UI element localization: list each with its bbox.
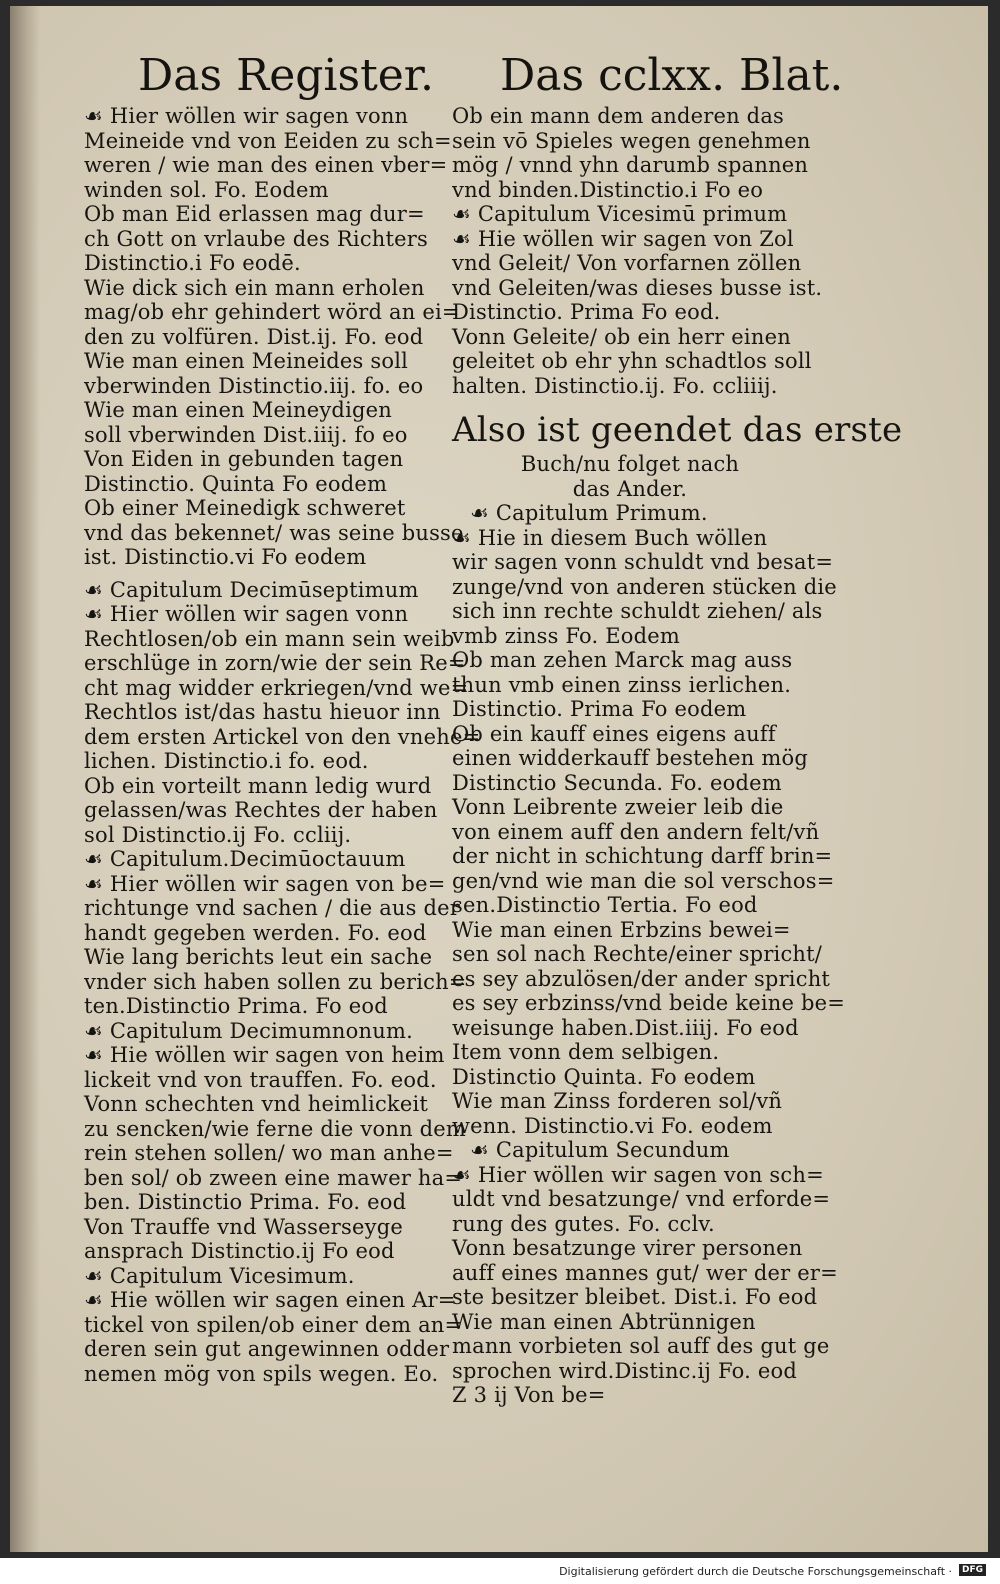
text-line: ☙ Capitulum Decimūseptimum: [84, 577, 419, 602]
text-line: es sey abzulösen/der ander spricht: [452, 966, 831, 991]
text-line: von einem auff den andern felt/vñ: [452, 819, 820, 844]
text-line: geleitet ob ehr yhn schadtlos soll: [452, 349, 812, 373]
text-line: vnder sich haben sollen zu berich=: [84, 969, 467, 994]
text-line: ☙ Hie in diesem Buch wöllen: [452, 525, 768, 550]
text-line: nemen mög von spils wegen. Eo.: [84, 1361, 439, 1386]
text-line: Distinctio Secunda. Fo. eodem: [452, 770, 782, 795]
text-line: Distinctio. Prima Fo eod.: [452, 300, 721, 324]
text-line: weisunge haben.Dist.iiij. Fo eod: [452, 1015, 799, 1040]
text-line: tickel von spilen/ob einer dem an=: [84, 1312, 463, 1337]
digitization-footer: [0, 1558, 1000, 1584]
text-line: Z 3 ij Von be=: [452, 1383, 606, 1407]
page-gutter: [10, 6, 40, 1552]
text-line: winden sol. Fo. Eodem: [84, 177, 329, 202]
text-line: ☙ Capitulum Secundum: [470, 1138, 730, 1162]
text-line: cht mag widder erkriegen/vnd we=: [84, 675, 469, 700]
text-line: Rechtlos ist/das hastu hieuor inn: [84, 700, 441, 724]
text-line: thun vmb einen zinss ierlichen.: [452, 672, 792, 697]
text-line: erschlüge in zorn/wie der sein Re=: [84, 651, 466, 675]
text-line: den zu volfüren. Dist.ij. Fo. eod: [84, 324, 424, 349]
text-line: Von Eiden in gebunden tagen: [84, 447, 404, 471]
text-line: ☙ Hier wöllen wir sagen von sch=: [452, 1162, 824, 1187]
text-line: zunge/vnd von anderen stücken die: [452, 574, 837, 599]
text-line: lichen. Distinctio.i fo. eod.: [84, 749, 369, 773]
text-line: ☙ Capitulum Primum.: [470, 501, 708, 525]
text-line: der nicht in schichtung darff brin=: [452, 844, 833, 868]
text-line: weren / wie man des einen vber=: [84, 153, 448, 177]
dfg-logo: DFG: [959, 1564, 986, 1576]
text-line: richtunge vnd sachen / die aus der: [84, 896, 461, 920]
text-line: soll vberwinden Dist.iiij. fo eo: [84, 422, 408, 447]
text-line: wir sagen vonn schuldt vnd besat=: [452, 550, 834, 574]
text-line: Distinctio. Quinta Fo eodem: [84, 471, 388, 496]
text-line: einen widderkauff bestehen mög: [452, 746, 808, 770]
text-line: vnd Geleit/ Von vorfarnen zöllen: [452, 251, 802, 275]
text-line: Item vonn dem selbigen.: [452, 1040, 720, 1064]
text-line: dem ersten Artickel von den vnehe=: [84, 724, 481, 749]
text-line: Vonn schechten vnd heimlickeit: [84, 1092, 429, 1116]
text-line: auff eines mannes gut/ wer der er=: [452, 1260, 838, 1285]
text-line: Wie man einen Erbzins bewei=: [452, 917, 791, 942]
text-line: vnd binden.Distinctio.i Fo eo: [452, 177, 764, 202]
text-line: ist. Distinctio.vi Fo eodem: [84, 545, 367, 569]
text-line: sich inn rechte schuldt ziehen/ als: [452, 599, 823, 623]
text-line: sprochen wird.Distinc.ij Fo. eod: [452, 1358, 797, 1383]
text-line: ben sol/ ob zween eine mawer ha=: [84, 1165, 463, 1190]
text-line: lickeit vnd von trauffen. Fo. eod.: [84, 1067, 437, 1092]
text-line: ☙ Hie wöllen wir sagen von Zol: [452, 226, 794, 251]
text-line: Buch/nu folget nach: [520, 452, 740, 476]
text-line: ☙ Hier wöllen wir sagen vonn: [84, 104, 409, 128]
text-line: ☙ Capitulum Vicesimū primum: [452, 202, 788, 226]
text-line: rein stehen sollen/ wo man anhe=: [84, 1141, 454, 1165]
left-column: [84, 104, 481, 1386]
text-line: sen sol nach Rechte/einer spricht/: [452, 942, 823, 966]
text-line: Wie lang berichts leut ein sache: [84, 945, 433, 969]
right-column: [452, 104, 903, 1408]
text-line: Wie dick sich ein mann erholen: [84, 275, 425, 300]
text-line: Ob man zehen Marck mag auss: [452, 648, 793, 672]
text-line: sein vō Spieles wegen genehmen: [452, 128, 811, 153]
text-line: deren sein gut angewinnen odder: [84, 1337, 450, 1361]
text-line: Von Trauffe vnd Wasserseyge: [84, 1214, 403, 1239]
text-line: vnd Geleiten/was dieses busse ist.: [452, 275, 823, 300]
text-line: rung des gutes. Fo. cclv.: [452, 1211, 715, 1236]
text-line: Ob ein mann dem anderen das: [452, 104, 785, 128]
text-line: ste besitzer bleibet. Dist.i. Fo eod: [452, 1285, 818, 1309]
text-line: Distinctio. Prima Fo eodem: [452, 697, 747, 721]
text-line: ☙ Capitulum Decimumnonum.: [84, 1018, 413, 1043]
text-line: mög / vnnd yhn darumb spannen: [452, 153, 809, 177]
text-line: wenn. Distinctio.vi Fo. eodem: [452, 1113, 773, 1138]
text-line: Rechtlosen/ob ein mann sein weib: [84, 626, 455, 651]
text-line: Vonn Geleite/ ob ein herr einen: [452, 324, 791, 349]
text-line: gen/vnd wie man die sol verschos=: [452, 868, 835, 893]
text-line: ☙ Hier wöllen wir sagen vonn: [84, 602, 409, 626]
text-line: ch Gott on vrlaube des Richters: [84, 226, 429, 251]
text-line: Distinctio.i Fo eodē.: [84, 251, 301, 275]
text-line: vberwinden Distinctio.iij. fo. eo: [84, 373, 424, 398]
text-line: das Ander.: [572, 476, 688, 501]
text-line: sol Distinctio.ij Fo. ccliij.: [84, 822, 352, 847]
footer-credit: Digitalisierung gefördert durch die Deutsche Forschungsgemeinschaft ·: [559, 1565, 952, 1578]
text-line: vmb zinss Fo. Eodem: [452, 623, 681, 648]
text-line: ☙ Hier wöllen wir sagen von be=: [84, 871, 446, 896]
text-line: Ob ein kauff eines eigens auff: [452, 721, 776, 746]
text-line: Ob man Eid erlassen mag dur=: [84, 202, 425, 226]
text-line: gelassen/was Rechtes der haben: [84, 798, 438, 822]
text-line: mann vorbieten sol auff des gut ge: [452, 1334, 830, 1358]
text-line: sen.Distinctio Tertia. Fo eod: [452, 893, 758, 917]
text-line: Wie man Zinss forderen sol/vñ: [452, 1089, 783, 1113]
text-line: ☙ Hie wöllen wir sagen von heim: [84, 1043, 445, 1067]
text-line: ☙ Capitulum.Decimūoctauum: [84, 847, 406, 871]
text-line: ☙ Capitulum Vicesimum.: [84, 1263, 355, 1288]
text-line: mag/ob ehr gehindert wörd an ei=: [84, 300, 460, 324]
text-line: ansprach Distinctio.ij Fo eod: [84, 1239, 395, 1263]
text-line: ten.Distinctio Prima. Fo eod: [84, 994, 388, 1018]
text-line: ☙ Hie wöllen wir sagen einen Ar=: [84, 1288, 456, 1312]
running-head-right: Das cclxx. Blat.: [500, 50, 844, 101]
text-line: Ob einer Meinedigk schweret: [84, 496, 406, 520]
text-line: Distinctio Quinta. Fo eodem: [452, 1064, 756, 1089]
text-line: Ob ein vorteilt mann ledig wurd: [84, 773, 432, 798]
text-line: ben. Distinctio Prima. Fo. eod: [84, 1190, 407, 1214]
text-line: Wie man einen Meineydigen: [84, 398, 392, 422]
text-line: halten. Distinctio.ij. Fo. ccliiij.: [452, 373, 778, 398]
text-line: uldt vnd besatzunge/ vnd erforde=: [452, 1187, 831, 1211]
text-line: Wie man einen Abtrünnigen: [452, 1309, 756, 1334]
text-line: zu sencken/wie ferne die vonn dem: [84, 1116, 467, 1141]
text-line: Also ist geendet das erste: [452, 410, 903, 450]
text-line: Meineide vnd von Eeiden zu sch=: [84, 128, 452, 153]
text-line: Vonn Leibrente zweier leib die: [452, 795, 784, 819]
text-line: Wie man einen Meineides soll: [84, 349, 409, 373]
text-line: Vonn besatzunge virer personen: [452, 1236, 803, 1260]
text-line: es sey erbzinss/vnd beide keine be=: [452, 991, 846, 1015]
text-line: handt gegeben werden. Fo. eod: [84, 920, 427, 945]
running-head-left: Das Register.: [138, 50, 434, 101]
text-line: vnd das bekennet/ was seine busse: [84, 520, 464, 545]
